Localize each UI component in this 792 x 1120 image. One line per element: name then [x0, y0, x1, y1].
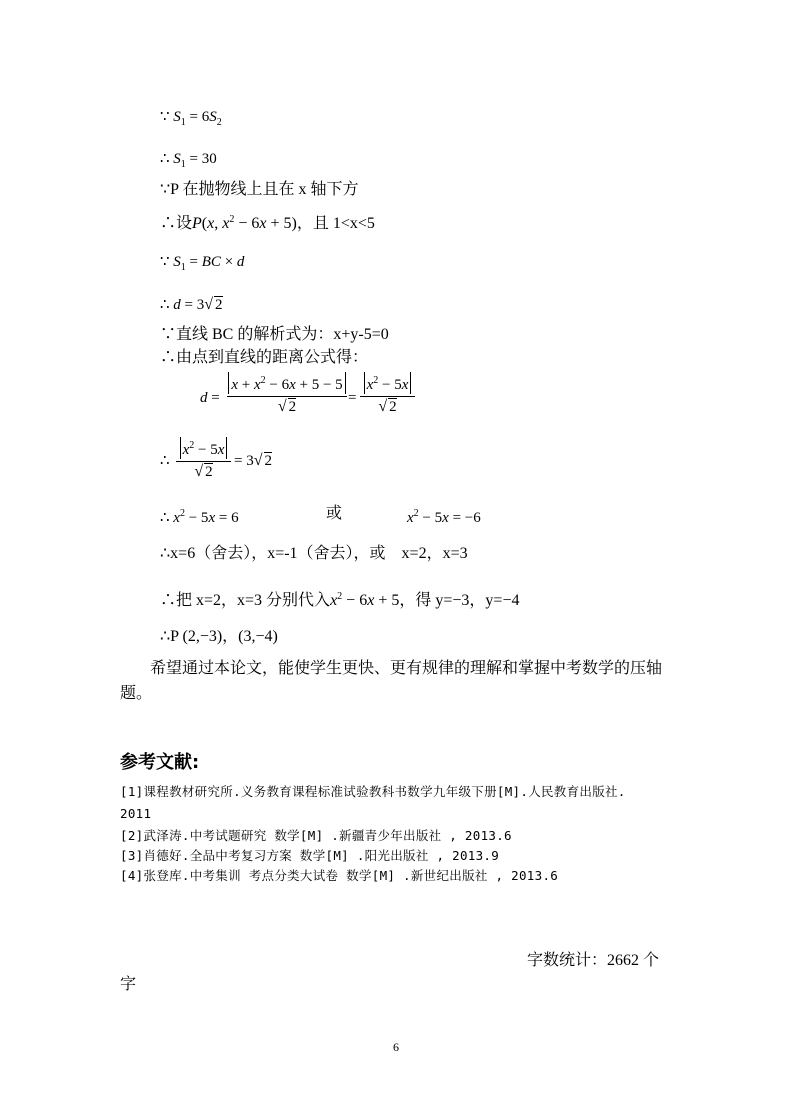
y-value-1: −3 [452, 592, 470, 609]
y-value-2: −4 [502, 592, 520, 609]
because-symbol: ∵ [160, 109, 170, 125]
step-line-2: ∴ $S_1 = 30$ [160, 151, 217, 170]
therefore-symbol: ∴ [160, 453, 170, 469]
page-number: 6 [393, 1040, 399, 1054]
step-line-7: ∵直线 BC 的解析式为：x+y-5=0 [160, 326, 389, 343]
references-heading: 参考文献: [120, 752, 200, 773]
reference-item: 2011 [120, 806, 152, 821]
step-line-6: ∴ d = 3√ 2 [160, 296, 223, 313]
step-line-4: ∴设P(x, $x^2 - 6x + 5$)，且 1<x<5 [160, 214, 375, 232]
therefore-symbol: ∴ [160, 297, 170, 313]
step-line-1: ∵ $S_1 = 6S_2$ [160, 109, 222, 128]
step-line-13-mid: ，得 y= [399, 592, 453, 609]
step-line-12: ∴x=6（舍去），x=-1（舍去），或 x=2，x=3 [160, 545, 468, 562]
therefore-symbol: ∴ [160, 510, 170, 526]
step-line-13: ∴把 x=2，x=3 分别代入$x^2 - 6x + 5$，得 y=−3，y=−4 [160, 591, 520, 609]
word-count-continued: 字 [120, 976, 137, 993]
reference-item: [2]武泽涛.中考试题研究 数学[M] .新疆青少年出版社 , 2013.6 [120, 828, 512, 843]
or-text: 或 [326, 505, 343, 522]
therefore-symbol: ∴ [160, 151, 170, 167]
step-line-3: ∵P 在抛物线上且在 x 轴下方 [160, 181, 359, 198]
word-count: 字数统计：2662 个 [527, 952, 660, 969]
reference-item: [3]肖德好.全品中考复习方案 数学[M] .阳光出版社 , 2013.9 [120, 848, 500, 863]
conclusion-paragraph: 希望通过本论文，能使学生更快、更有规律的理解和掌握中考数学的压轴题。 [120, 660, 663, 702]
step-line-4-prefix: ∴设 [160, 215, 193, 232]
step-line-13-sep: ，y= [469, 592, 503, 609]
step-line-14: ∴P (2,−3)，(3,−4) [160, 628, 278, 645]
step-line-13-prefix: ∴把 x=2，x=3 分别代入 [160, 592, 331, 609]
reference-item: [4]张登库.中考集训 考点分类大试卷 数学[M] .新世纪出版社 , 2013.6 [120, 868, 559, 883]
step-line-5: ∵ $S_1$ = BC × d [160, 254, 245, 273]
reference-item: [1]课程教材研究所.义务教育课程标准试验教科书数学九年级下册[M].人民教育出版社. [120, 784, 626, 799]
because-symbol: ∵ [160, 254, 170, 270]
area-value: 30 [201, 151, 217, 167]
step-line-8: ∴由点到直线的距离公式得： [160, 349, 369, 366]
step-line-4-suffix: ，且 1<x<5 [296, 215, 375, 232]
